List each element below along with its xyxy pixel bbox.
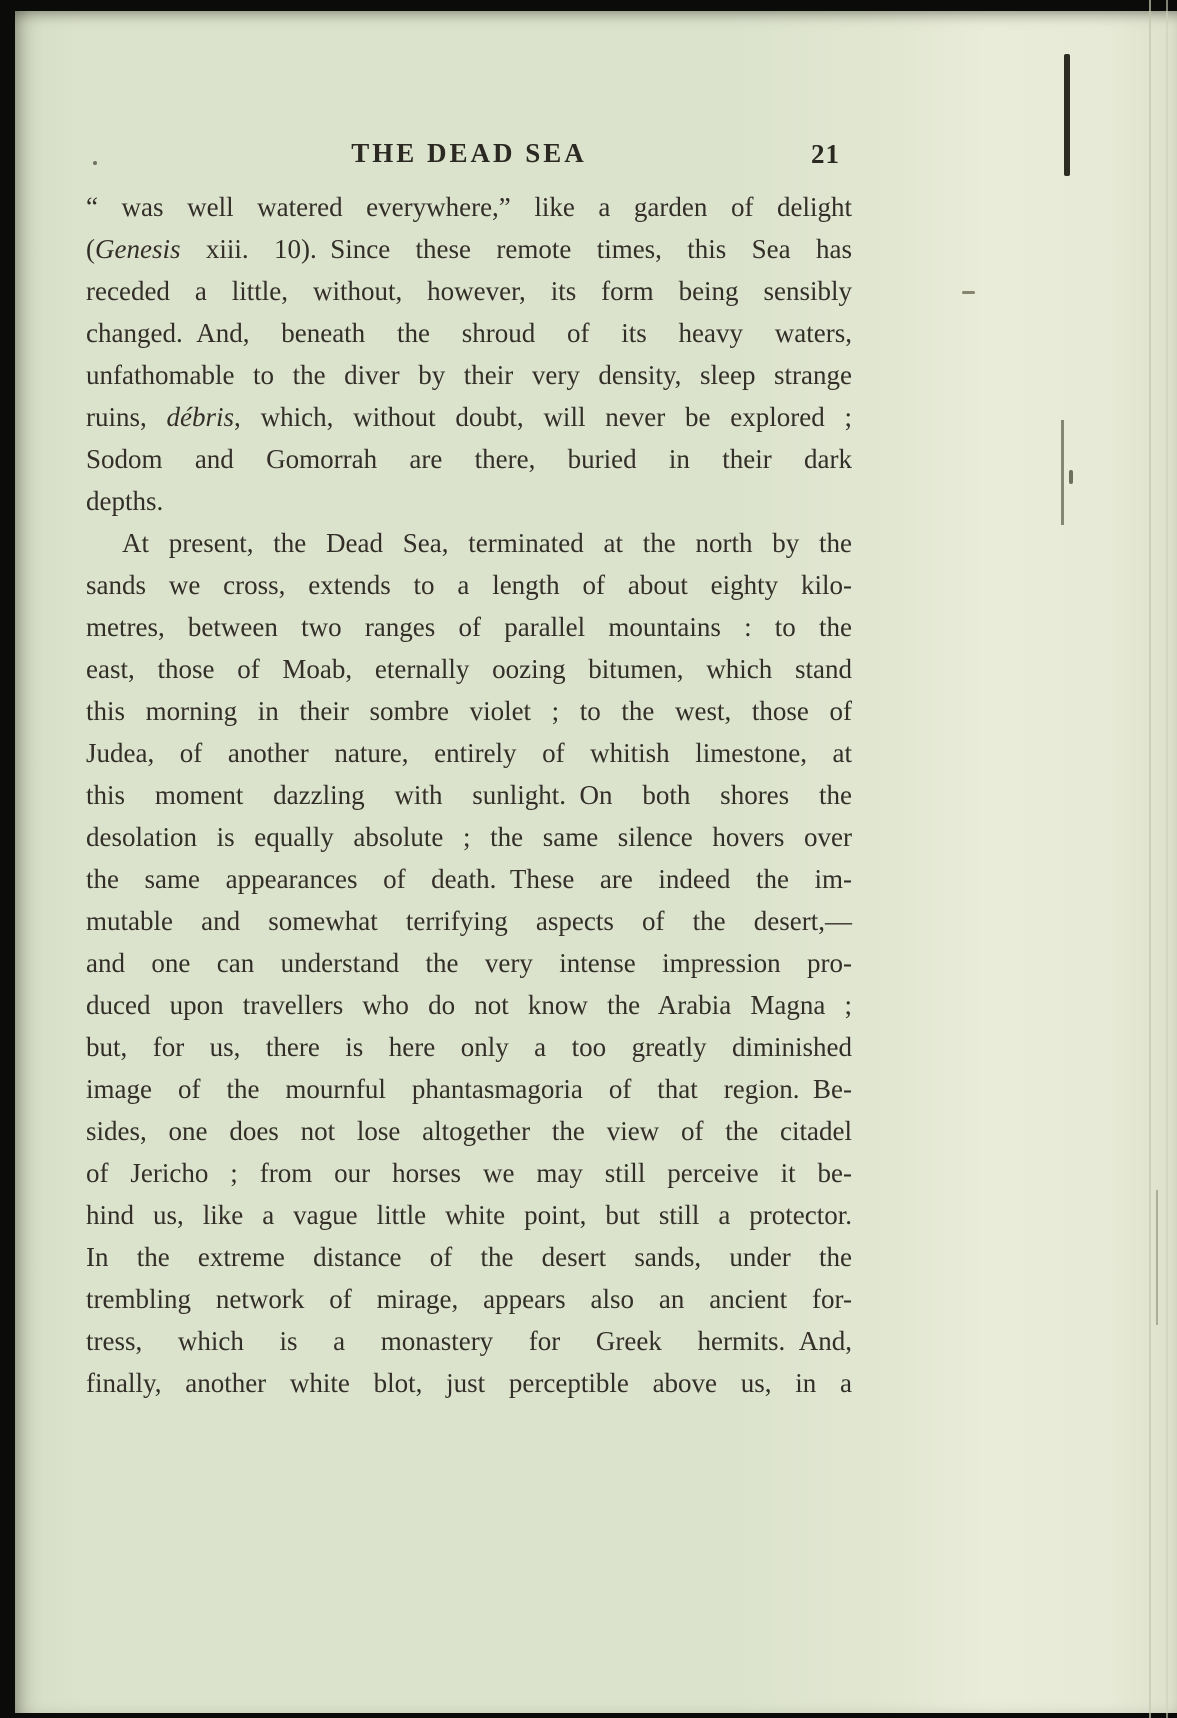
text-line: changed. And, beneath the shroud of its heavy waters,	[86, 318, 852, 348]
text-line: receded a little, without, however, its form being sensibly	[86, 276, 852, 306]
text-line: desolation is equally absolute ; the same silence hovers over	[86, 822, 852, 852]
text-line: the same appearances of death. These are indeed the im-	[86, 864, 852, 894]
text-line: “ was well watered everywhere,” like a garden of delight	[86, 192, 852, 222]
page-header-title: THE DEAD SEA	[351, 138, 587, 168]
text-line: finally, another white blot, just perceptible above us, in a	[86, 1368, 852, 1398]
text-line: In the extreme distance of the desert sands, under the	[86, 1242, 852, 1272]
text-line: but, for us, there is here only a too greatly diminished	[86, 1032, 852, 1062]
text-line: depths.	[86, 486, 164, 516]
text-line: sides, one does not lose altogether the view of the citadel	[86, 1116, 852, 1146]
text-line: east, those of Moab, eternally oozing bitumen, which stand	[86, 654, 852, 684]
page-number: 21	[811, 139, 840, 169]
text-line: At present, the Dead Sea, terminated at the north by the	[122, 528, 852, 558]
paragraph	[86, 522, 852, 1404]
text-line: mutable and somewhat terrifying aspects of the desert,—	[86, 906, 852, 936]
text-line: hind us, like a vague little white point, but still a protector.	[86, 1200, 852, 1230]
text-line: unfathomable to the diver by their very density, sleep strange	[86, 360, 852, 390]
text-line: (Genesis xiii. 10). Since these remote times, this Sea has	[86, 234, 852, 264]
text-line: tress, which is a monastery for Greek hermits. And,	[86, 1326, 852, 1356]
text-line: duced upon travellers who do not know the Arabia Magna ;	[86, 990, 852, 1020]
text-line: sands we cross, extends to a length of about eighty kilo-	[86, 570, 852, 600]
text-line: Judea, of another nature, entirely of whitish limestone, at	[86, 738, 852, 768]
text-line: this morning in their sombre violet ; to the west, those of	[86, 696, 852, 726]
text-line: this moment dazzling with sunlight. On both shores the	[86, 780, 852, 810]
page-header	[86, 138, 852, 178]
text-line: of Jericho ; from our horses we may still perceive it be-	[86, 1158, 852, 1188]
paragraph	[86, 186, 852, 522]
text-block	[86, 186, 852, 1404]
text-line: and one can understand the very intense impression pro-	[86, 948, 852, 978]
text-line: metres, between two ranges of parallel mountains : to the	[86, 612, 852, 642]
text-line: trembling network of mirage, appears also an ancient for-	[86, 1284, 852, 1314]
text-line: Sodom and Gomorrah are there, buried in their dark	[86, 444, 852, 474]
text-line: image of the mournful phantasmagoria of that region. Be-	[86, 1074, 852, 1104]
text-line: ruins, débris, which, without doubt, will never be explored ;	[86, 402, 852, 432]
